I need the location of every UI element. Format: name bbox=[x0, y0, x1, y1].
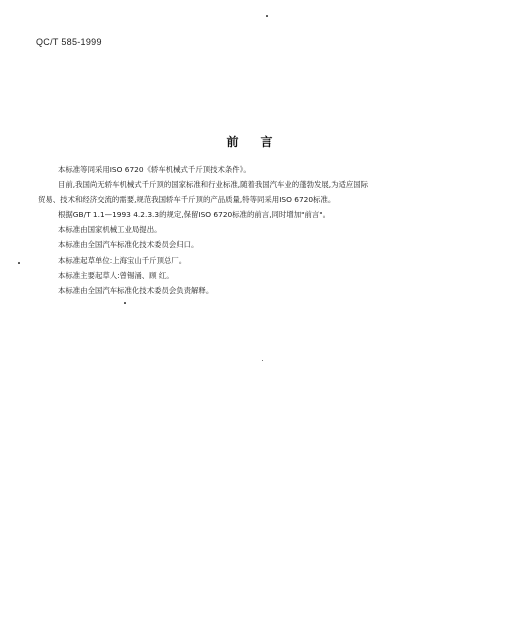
scan-speck bbox=[266, 15, 268, 17]
scan-speck bbox=[262, 360, 263, 361]
paragraph-line: 本标准由国家机械工业局提出。 bbox=[58, 225, 162, 235]
heading-char-2: 言 bbox=[260, 135, 279, 149]
paragraph-line: 根据GB/T 1.1—1993 4.2.3.3的规定,保留ISO 6720标准的前言,同时增加"前言"。 bbox=[58, 210, 331, 220]
paragraph-line: 本标准等同采用ISO 6720《轿车机械式千斤顶技术条件》。 bbox=[58, 165, 251, 174]
scan-speck bbox=[124, 302, 126, 304]
paragraph-line: 本标准由全国汽车标准化技术委员会负责解释。 bbox=[58, 285, 214, 295]
paragraph-line: 本标准起草单位:上海宝山千斤顶总厂。 bbox=[58, 255, 187, 265]
heading-char-1: 前 bbox=[226, 135, 245, 149]
scan-speck bbox=[18, 262, 20, 264]
foreword-heading bbox=[0, 133, 505, 150]
paragraph-line: 本标准由全国汽车标准化技术委员会归口。 bbox=[58, 240, 199, 250]
standard-number: QC/T 585-1999 bbox=[36, 37, 102, 47]
paragraph-line: 本标准主要起草人:曾锡涌、顾 红。 bbox=[58, 270, 174, 280]
paragraph-line: 目前,我国尚无轿车机械式千斤顶的国家标准和行业标准,随着我国汽车业的蓬勃发展,为适应国际 bbox=[58, 180, 369, 190]
paragraph-line: 贸易、技术和经济交流的需要,规范我国轿车千斤顶的产品质量,特等同采用ISO 6720标准。 bbox=[38, 195, 336, 205]
foreword-body bbox=[38, 162, 478, 298]
